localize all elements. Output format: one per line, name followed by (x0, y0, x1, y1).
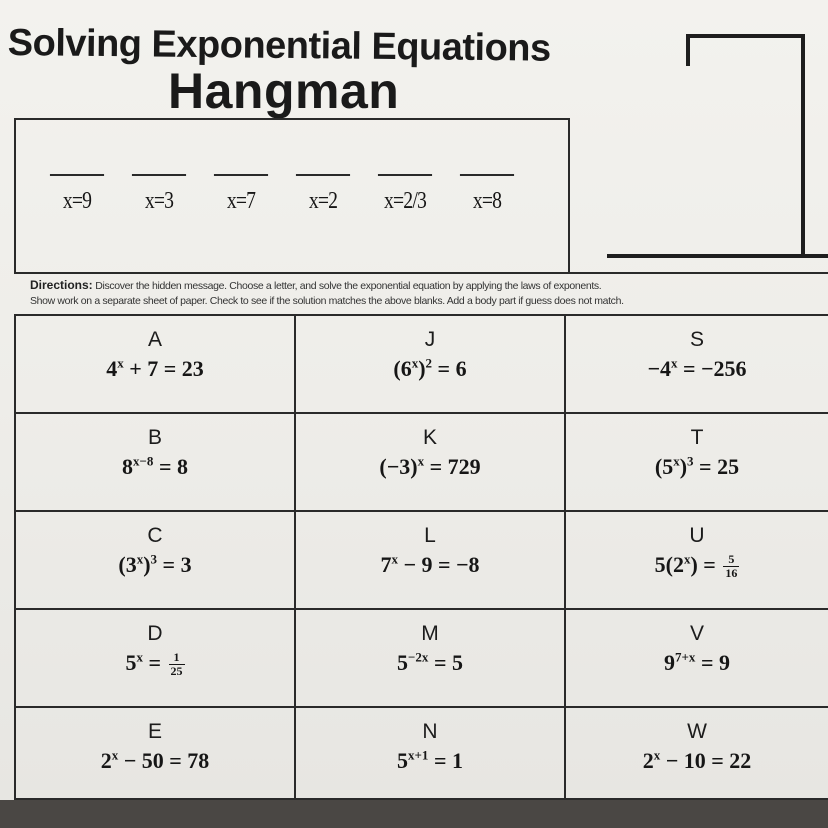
equation-cell-d (14, 610, 296, 708)
answer-blank: x=9 (50, 174, 104, 234)
answer-blank: x=2 (296, 174, 350, 234)
equation-term: = 25 (693, 454, 740, 479)
equation-exponent: 2 (425, 355, 433, 371)
equation-exponent: 3 (150, 551, 158, 567)
fraction-numerator: 5 (723, 553, 739, 567)
equation-term: + 7 = 23 (123, 356, 204, 381)
equation-term: (5 (654, 454, 674, 479)
equation-exponent: x (670, 355, 678, 371)
fraction-numerator: 1 (169, 651, 185, 665)
fraction-denominator: 25 (170, 664, 183, 679)
equation-term: 5 (125, 650, 137, 675)
equation-cell-j (296, 316, 566, 414)
equation-term: − 9 = −8 (397, 552, 480, 577)
equation-term: = 729 (424, 454, 481, 479)
equation-exponent: x+1 (408, 747, 429, 763)
cell-letter: W (687, 720, 707, 743)
cell-letter: N (422, 720, 438, 743)
directions (14, 272, 828, 316)
equation-term: 7 (380, 552, 392, 577)
equation-term: (−3) (379, 454, 418, 479)
equation-cell-v (566, 610, 828, 708)
equation-cell-e (14, 708, 296, 800)
background-strip (0, 800, 828, 828)
equation-cell-u (566, 512, 828, 610)
cell-letter: D (147, 622, 163, 645)
equation-term: 2 (100, 748, 112, 773)
equation-term: 4 (106, 356, 118, 381)
cell-letter: U (689, 524, 705, 547)
equation-cell-s (566, 316, 828, 414)
equation-exponent: x (683, 551, 691, 567)
equation-exponent: x (136, 649, 143, 665)
equation-exponent: x (136, 551, 144, 567)
cell-letter: K (422, 426, 437, 449)
cell-letter: T (690, 426, 704, 449)
equation-exponent: x (117, 355, 124, 371)
directions-line-2: Show work on a separate sheet of paper. Check to see if the solution matches the above blanks. Add a body part if guess does not match. (30, 295, 624, 307)
cell-letter: V (689, 622, 704, 645)
equation-term: = 3 (157, 552, 192, 577)
equation-exponent: x (653, 747, 661, 763)
equation-term: ) = (690, 552, 722, 577)
answer-blank: x=3 (132, 174, 186, 234)
worksheet-title: Solving Exponential Equations (7, 22, 551, 70)
equation-exponent: x (673, 453, 680, 469)
cell-letter: E (147, 720, 162, 743)
equation-exponent: x (411, 355, 419, 371)
equation-term: 9 (664, 650, 676, 675)
gallows-post (688, 36, 803, 256)
fraction-denominator: 16 (725, 566, 738, 581)
equation-term: ) (418, 356, 426, 381)
equation-term: 2 (642, 748, 654, 773)
equation-exponent: x−8 (133, 453, 154, 469)
cell-letter: A (147, 328, 162, 351)
cell-letter: L (424, 524, 436, 547)
equation (16, 746, 294, 776)
answer-blanks (44, 174, 564, 234)
equation-exponent: 7+x (675, 649, 696, 665)
equation-cell-m (296, 610, 566, 708)
equation-exponent: 3 (687, 453, 694, 469)
equation-term: 5(2 (654, 552, 684, 577)
equation (296, 354, 564, 384)
equation (566, 452, 828, 482)
equation (566, 648, 828, 678)
equation-term: ) (143, 552, 151, 577)
equation-cell-t (566, 414, 828, 512)
directions-line-1: Discover the hidden message. Choose a letter, and solve the exponential equation by applying the laws of exponents. (95, 280, 602, 292)
equation-exponent: x (391, 551, 398, 567)
equation-exponent: x (417, 453, 425, 469)
equation-term: = −256 (677, 356, 747, 381)
equation (296, 746, 564, 776)
equation-grid (14, 316, 828, 800)
equation-cell-a (14, 316, 296, 414)
equation-cell-c (14, 512, 296, 610)
equation-term: ) (679, 454, 688, 479)
equation (16, 354, 294, 384)
equation-term: = 1 (428, 748, 463, 773)
equation (16, 648, 294, 678)
directions-label: Directions: (30, 278, 93, 292)
equation (296, 648, 564, 678)
equation-term: − 10 = 22 (660, 748, 752, 773)
equation-term: −4 (647, 356, 671, 381)
answer-blank: x=8 (460, 174, 514, 234)
answer-blank: x=2/3 (378, 174, 432, 234)
equation (566, 550, 828, 580)
cell-letter: J (424, 328, 436, 351)
equation-term: (3 (118, 552, 137, 577)
equation-term: 8 (122, 454, 134, 479)
worksheet-subtitle: Hangman (168, 63, 400, 119)
equation-term: − 50 = 78 (118, 748, 210, 773)
equation-cell-k (296, 414, 566, 512)
equation (566, 354, 828, 384)
cell-letter: C (147, 524, 163, 547)
equation-cell-w (566, 708, 828, 800)
equation-term: 5 (397, 748, 409, 773)
equation (296, 452, 564, 482)
equation-exponent: x (111, 747, 119, 763)
equation-cell-l (296, 512, 566, 610)
fraction (169, 651, 185, 678)
equation-term: = 6 (432, 356, 467, 381)
equation-cell-b (14, 414, 296, 512)
equation-cell-n (296, 708, 566, 800)
equation (296, 550, 564, 580)
fraction (723, 553, 739, 580)
cell-letter: M (421, 622, 439, 645)
answer-blank: x=7 (214, 174, 268, 234)
equation (566, 746, 828, 776)
cell-letter: B (147, 426, 162, 449)
equation-term: = (142, 650, 167, 675)
equation (16, 452, 294, 482)
equation-term: = 5 (428, 650, 463, 675)
equation-term: 5 (397, 650, 409, 675)
equation-term: (6 (393, 356, 412, 381)
equation (16, 550, 294, 580)
equation-term: = 8 (153, 454, 188, 479)
equation-term: = 9 (695, 650, 730, 675)
cell-letter: S (689, 328, 704, 351)
equation-exponent: −2x (408, 649, 429, 665)
